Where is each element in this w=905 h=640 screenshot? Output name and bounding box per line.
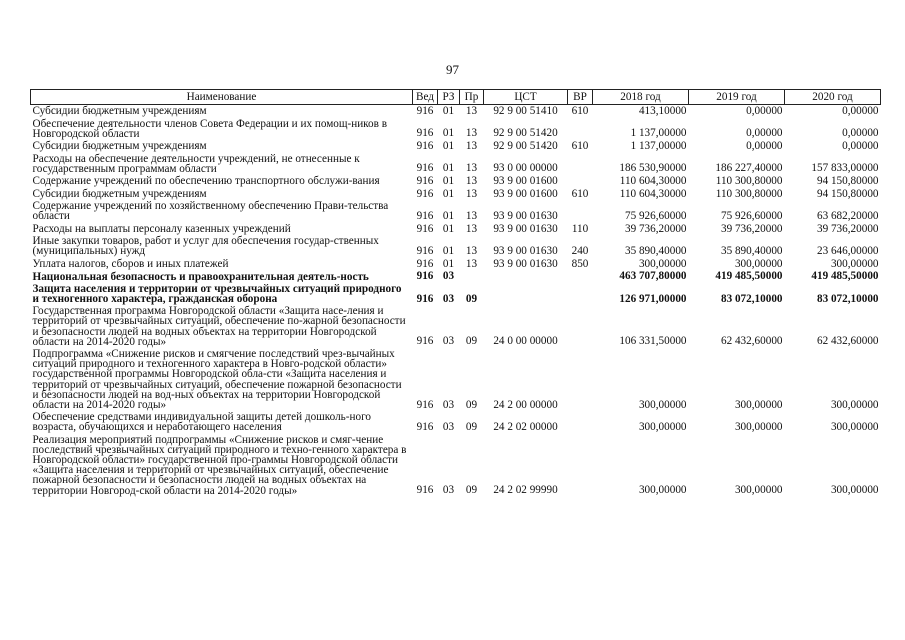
cell-vr: 850 [571,257,589,270]
header-vr: ВР [568,90,593,105]
table-row [31,105,881,118]
cell-2019: 75 926,60000 [720,210,783,222]
cell-vr: 610 [571,187,589,200]
cell-cst: 24 2 00 00000 [493,398,558,411]
cell-vr [568,153,593,175]
cell-vr: 110 [571,222,589,235]
table-row [31,270,881,283]
cell-ved: 916 [416,162,434,175]
table-row [31,118,881,140]
table-row [31,188,881,201]
cell-pr: 13 [465,187,478,200]
cell-vr: 240 [571,245,589,257]
header-name: Наименование [31,90,413,105]
cell-2018: 413,10000 [638,105,687,117]
cell-2018: 35 890,40000 [624,245,687,257]
cell-2020: 0,00000 [842,105,879,117]
cell-2019: 300,00000 [734,257,783,270]
cell-name: Подпрограмма «Снижение рисков и смягчение последствий чрез-вычайных ситуаций природного и техногенного характера в Новго-родской области» государственной программы Новгородской обла-сти «Защита населения и территорий от чрезвычайных ситуаций, обеспечение пожарной безопасности и безопасности людей на вод-ных объектах на территории Новгородской области на 2014-2020 годы» [32,348,402,412]
table-row [31,140,881,153]
cell-2019: 186 227,40000 [715,162,783,175]
cell-cst: 93 9 00 01600 [493,187,558,200]
cell-cst: 93 9 00 01630 [493,245,558,257]
cell-cst: 93 9 00 01630 [493,222,558,235]
budget-table [30,89,881,497]
cell-pr: 13 [465,210,478,222]
cell-pr: 13 [465,105,478,117]
header-pr: Пр [460,90,484,105]
cell-rz: 01 [442,187,455,200]
cell-name: Расходы на выплаты персоналу казенных учреждений [32,222,291,235]
cell-2018: 300,00000 [638,421,687,434]
cell-pr: 13 [465,222,478,235]
cell-pr [460,270,484,283]
header-2019: 2019 год [689,90,785,105]
header-cst: ЦСТ [484,90,568,105]
cell-ved: 916 [416,257,434,270]
cell-vr [568,200,593,222]
cell-cst: 24 2 02 00000 [493,421,558,434]
cell-cst: 92 9 00 51420 [493,140,558,152]
cell-vr [568,283,593,305]
cell-2018: 1 137,00000 [630,140,687,152]
table-row [31,411,881,433]
cell-2020: 39 736,20000 [816,222,879,235]
header-ved: Вед [413,90,438,105]
cell-2019: 300,00000 [734,398,783,411]
cell-2019: 110 300,80000 [715,187,783,200]
cell-rz: 03 [442,335,455,348]
cell-ved: 916 [416,140,434,152]
cell-name: Содержание учреждений по хозяйственному обеспечению Прави-тельства области [32,200,389,223]
cell-rz: 03 [442,484,455,497]
cell-ved: 916 [416,245,434,257]
cell-2020: 300,00000 [830,484,879,497]
cell-2019: 0,00000 [746,105,783,117]
cell-2018: 186 530,90000 [619,162,687,175]
cell-rz: 01 [442,127,455,140]
header-2020: 2020 год [785,90,881,105]
cell-vr: 610 [571,105,589,117]
table-row [31,434,881,497]
cell-2020: 83 072,10000 [816,292,879,305]
cell-cst: 93 0 00 00000 [493,162,558,175]
cell-name: Реализация мероприятий подпрограммы «Снижение рисков и смяг-чение последствий чрезвычайных ситуаций природного и техно-генного характера в Новгородской области» государственной про-граммы Новгородской области «Защита населения и территорий от чрезвычайных ситуаций, обеспечение пожарной безопасности и безопасности людей на водных объектах на территории Новгород-ской области на 2014-2020 годы» [32,433,407,497]
cell-pr: 09 [465,421,478,434]
cell-ved: 916 [416,335,434,348]
table-row [31,258,881,271]
table-row [31,223,881,236]
cell-vr [568,348,593,411]
cell-2020: 23 646,00000 [816,245,879,257]
cell-2019: 419 485,50000 [715,270,783,283]
cell-rz: 03 [442,292,455,305]
cell-vr [568,175,593,188]
cell-rz: 01 [442,162,455,175]
cell-vr [568,305,593,348]
cell-2020: 0,00000 [842,140,879,152]
cell-name: Содержание учреждений по обеспечению транспортного обслужи-вания [32,175,380,188]
cell-name: Уплата налогов, сборов и иных платежей [32,257,229,270]
cell-2020: 94 150,80000 [816,175,879,187]
table-row [31,235,881,257]
cell-vr [568,270,593,283]
cell-ved: 916 [416,484,434,497]
cell-2019: 0,00000 [746,140,783,152]
cell-2020: 0,00000 [842,127,879,140]
cell-2019: 35 890,40000 [720,245,783,257]
cell-name: Защита населения и территории от чрезвычайных ситуаций природного и техногенного характера, гражданская оборона [32,282,402,305]
cell-2018: 106 331,50000 [619,335,687,348]
cell-ved: 916 [416,175,434,187]
cell-2020: 94 150,80000 [816,187,879,200]
cell-ved: 916 [416,210,434,222]
cell-2019: 300,00000 [734,484,783,497]
cell-vr [568,434,593,497]
cell-name: Расходы на обеспечение деятельности учреждений, не отнесенные к государственным программам области [32,152,360,175]
cell-vr: 610 [571,140,589,152]
cell-vr [568,118,593,140]
cell-vr [568,411,593,433]
cell-ved: 916 [416,270,434,283]
cell-name: Субсидии бюджетным учреждениям [32,187,207,200]
cell-2020: 300,00000 [830,398,879,411]
cell-2018: 110 604,30000 [619,175,687,187]
cell-2019: 110 300,80000 [715,175,783,187]
cell-2019: 62 432,60000 [720,335,783,348]
cell-pr: 13 [465,257,478,270]
page-number: 97 [446,62,459,77]
table-row [31,175,881,188]
cell-pr: 09 [465,292,478,305]
cell-cst [484,283,568,305]
cell-ved: 916 [416,421,434,434]
cell-2018: 300,00000 [638,398,687,411]
cell-2020: 63 682,20000 [816,210,879,222]
cell-2020: 300,00000 [830,421,879,434]
cell-2019: 0,00000 [746,127,783,140]
cell-rz: 01 [442,175,455,187]
cell-cst: 92 9 00 51410 [493,105,558,117]
cell-2020: 300,00000 [830,257,879,270]
cell-ved: 916 [416,222,434,235]
cell-ved: 916 [416,105,434,117]
cell-ved: 916 [416,127,434,140]
cell-2020: 157 833,00000 [811,162,879,175]
cell-2018: 39 736,20000 [624,222,687,235]
cell-cst: 24 2 02 99990 [493,484,558,497]
cell-rz: 01 [442,257,455,270]
cell-cst: 92 9 00 51420 [493,127,558,140]
cell-rz: 03 [442,398,455,411]
cell-rz: 01 [442,105,455,117]
cell-rz: 01 [442,140,455,152]
header-rz: РЗ [438,90,460,105]
cell-pr: 09 [465,398,478,411]
cell-cst: 93 9 00 01600 [493,175,558,187]
cell-name: Субсидии бюджетным учреждениям [32,105,207,118]
table-body [31,105,881,497]
cell-rz: 03 [442,270,455,283]
cell-2018: 1 137,00000 [630,127,687,140]
cell-cst: 93 9 00 01630 [493,210,558,222]
cell-pr: 09 [465,484,478,497]
table-header-row [31,90,881,105]
cell-rz: 01 [442,222,455,235]
cell-pr: 09 [465,335,478,348]
cell-2020: 419 485,50000 [811,270,879,283]
cell-pr: 13 [465,140,478,152]
cell-name: Обеспечение деятельности членов Совета Федерации и их помощ-ников в Новгородской области [32,117,388,140]
cell-name: Иные закупки товаров, работ и услуг для обеспечения государ-ственных (муниципальных) нужд [32,235,379,258]
cell-2018: 75 926,60000 [624,210,687,222]
cell-2018: 110 604,30000 [619,187,687,200]
cell-2018: 463 707,80000 [619,270,687,283]
header-2018: 2018 год [593,90,689,105]
cell-pr: 13 [465,245,478,257]
cell-ved: 916 [416,292,434,305]
table-row [31,348,881,411]
cell-cst: 93 9 00 01630 [493,257,558,270]
cell-2019: 83 072,10000 [720,292,783,305]
cell-2019: 39 736,20000 [720,222,783,235]
cell-2018: 300,00000 [638,257,687,270]
cell-cst [484,270,568,283]
cell-rz: 01 [442,245,455,257]
cell-ved: 916 [416,187,434,200]
table-row [31,283,881,305]
cell-2020: 62 432,60000 [816,335,879,348]
cell-2018: 300,00000 [638,484,687,497]
cell-name: Государственная программа Новгородской области «Защита насе-ления и территорий от чрезвычайных ситуаций, обеспечение по-жарной безопасности и безопасности людей на водных объектах на территории Новгородской области на 2014-2020 годы» [32,305,406,348]
cell-ved: 916 [416,398,434,411]
cell-name: Обеспечение средствами индивидуальной защиты детей дошколь-ного возраста, обучающихся и неработающего населения [32,411,371,434]
cell-rz: 03 [442,421,455,434]
table-row [31,153,881,175]
cell-pr: 13 [465,127,478,140]
cell-pr: 13 [465,175,478,187]
cell-name: Субсидии бюджетным учреждениям [32,140,207,153]
cell-2018: 126 971,00000 [619,292,687,305]
table-row [31,305,881,348]
cell-cst: 24 0 00 00000 [493,335,558,348]
table-row [31,200,881,222]
cell-rz: 01 [442,210,455,222]
cell-name: Национальная безопасность и правоохранительная деятель-ность [32,270,369,283]
cell-pr: 13 [465,162,478,175]
cell-2019: 300,00000 [734,421,783,434]
